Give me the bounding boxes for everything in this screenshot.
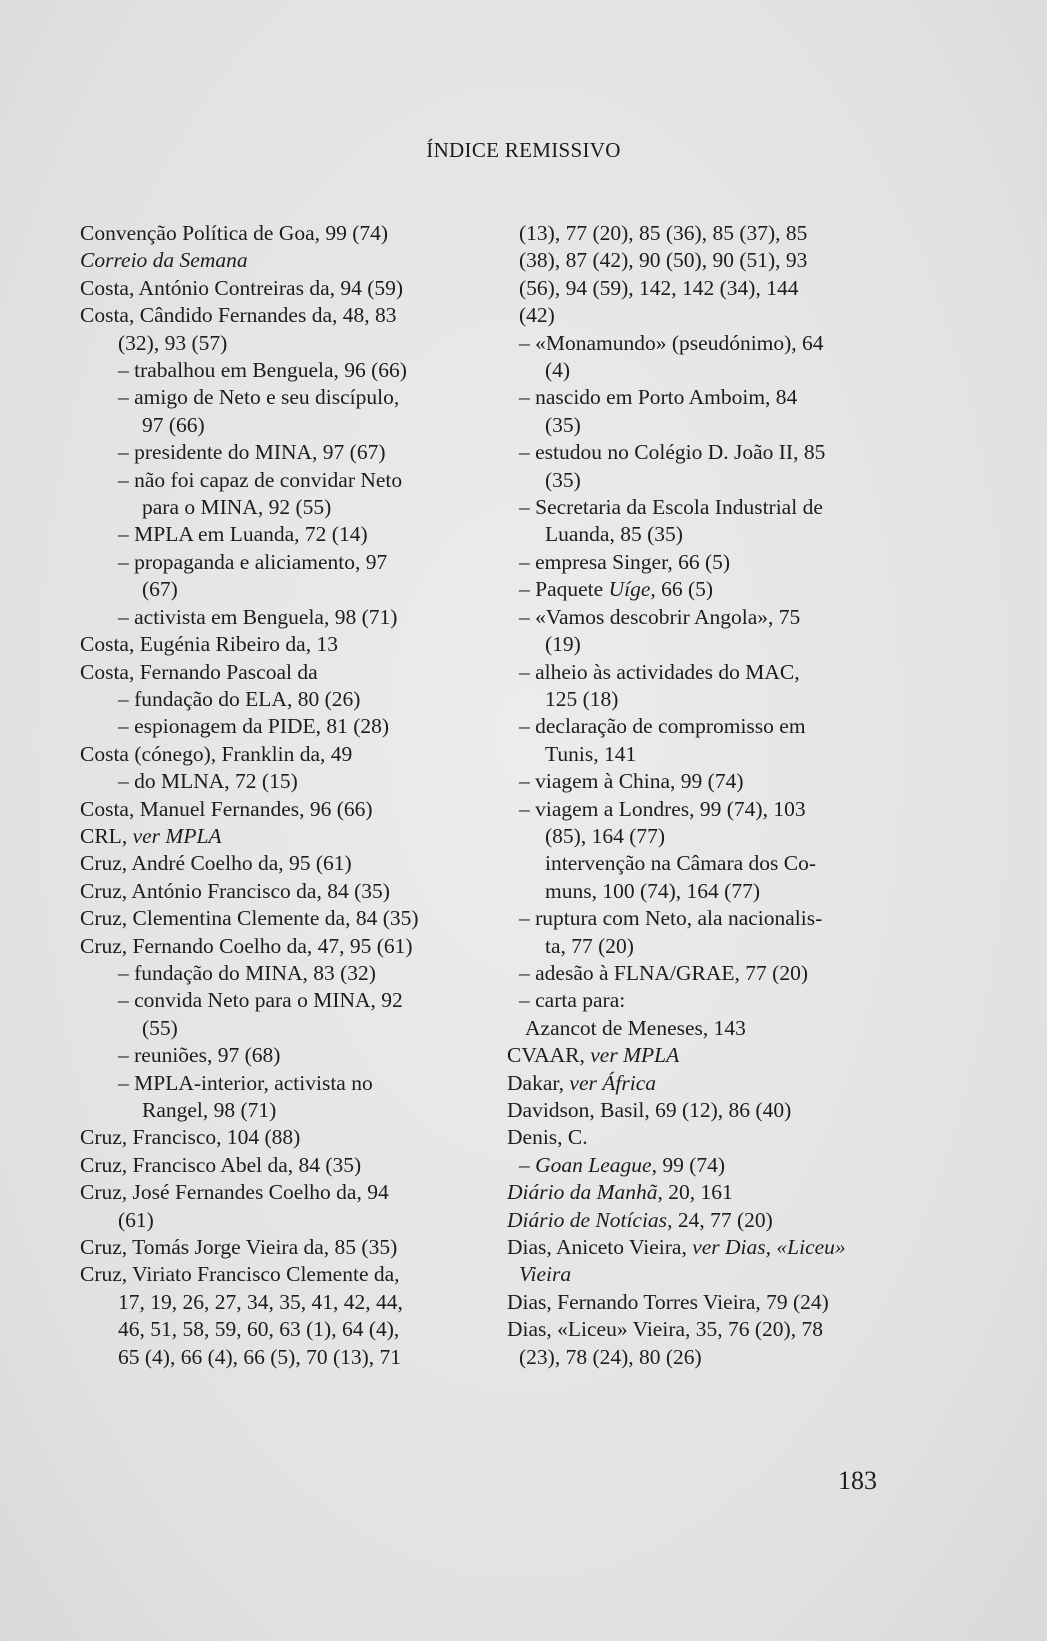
index-entry: – MPLA-interior, activista no xyxy=(118,1070,373,1095)
index-entry: Dias, Fernando Torres Vieira, 79 (24) xyxy=(507,1289,829,1314)
index-entry: Rangel, 98 (71) xyxy=(142,1098,277,1122)
index-entry: (35) xyxy=(545,467,581,492)
index-entry: – MPLA em Luanda, 72 (14) xyxy=(118,522,368,547)
index-entry: Convenção Política de Goa, 99 (74) xyxy=(80,221,389,245)
index-entry: (55) xyxy=(142,1015,178,1040)
index-entry: – presidente do MINA, 97 (67) xyxy=(118,440,386,465)
index-entry: – não foi capaz de convidar Neto xyxy=(118,467,403,492)
index-entry: Dias, «Liceu» Vieira, 35, 76 (20), 78 xyxy=(507,1317,823,1342)
index-entry: – convida Neto para o MINA, 92 xyxy=(118,988,403,1013)
index-entry: (23), 78 (24), 80 (26) xyxy=(519,1344,702,1369)
index-entry: Azancot de Meneses, 143 xyxy=(525,1015,746,1040)
index-entry: Cruz, Francisco Abel da, 84 (35) xyxy=(80,1152,362,1177)
index-entry: Diário da Manhã, 20, 161 xyxy=(507,1180,733,1205)
index-entry: – amigo de Neto e seu discípulo, xyxy=(118,385,400,410)
index-entry: Luanda, 85 (35) xyxy=(545,522,683,547)
index-entry: – Goan League, 99 (74) xyxy=(519,1152,726,1177)
index-entry: Cruz, Clementina Clemente da, 84 (35) xyxy=(80,906,419,931)
index-entry: – ruptura com Neto, ala nacionalis- xyxy=(519,906,823,931)
index-entry: Cruz, Fernando Coelho da, 47, 95 (61) xyxy=(80,933,413,958)
index-entry: Denis, C. xyxy=(507,1125,588,1150)
index-entry: – reuniões, 97 (68) xyxy=(118,1043,281,1068)
index-entry: – espionagem da PIDE, 81 (28) xyxy=(118,714,390,739)
index-entry: (61) xyxy=(118,1207,154,1232)
index-entry: CRL, ver MPLA xyxy=(80,823,222,848)
index-entry: 46, 51, 58, 59, 60, 63 (1), 64 (4), xyxy=(118,1317,400,1342)
index-entry: (32), 93 (57) xyxy=(118,330,228,355)
index-entry: Davidson, Basil, 69 (12), 86 (40) xyxy=(507,1098,792,1122)
index-entry: ta, 77 (20) xyxy=(545,933,634,958)
index-entry: intervenção na Câmara dos Co- xyxy=(545,851,817,876)
index-entry: Costa, António Contreiras da, 94 (59) xyxy=(80,275,404,300)
index-entry: – estudou no Colégio D. João II, 85 xyxy=(519,440,826,465)
index-entry: – carta para: xyxy=(519,988,626,1013)
index-column-left xyxy=(80,220,458,1371)
index-entry: Costa (cónego), Franklin da, 49 xyxy=(80,741,353,766)
index-entry: – viagem a Londres, 99 (74), 103 xyxy=(519,796,806,821)
index-entry: Cruz, Viriato Francisco Clemente da, xyxy=(80,1262,400,1287)
index-entry: (35) xyxy=(545,412,581,437)
index-entry: – propaganda e aliciamento, 97 xyxy=(118,549,388,574)
index-entry: (38), 87 (42), 90 (50), 90 (51), 93 xyxy=(519,248,808,273)
index-entry: para o MINA, 92 (55) xyxy=(142,495,332,520)
index-entry: CVAAR, ver MPLA xyxy=(507,1043,680,1068)
page-number: 183 xyxy=(838,1466,877,1495)
page-title: ÍNDICE REMISSIVO xyxy=(426,138,621,162)
index-entry: 97 (66) xyxy=(142,412,205,437)
index-entry: Dakar, ver África xyxy=(507,1070,656,1095)
index-entry: – fundação do ELA, 80 (26) xyxy=(118,686,361,711)
index-column-right xyxy=(507,220,879,1371)
index-entry: Costa, Manuel Fernandes, 96 (66) xyxy=(80,796,373,821)
index-entry: (19) xyxy=(545,632,581,657)
index-entry: – alheio às actividades do MAC, xyxy=(519,659,800,684)
index-entry: Tunis, 141 xyxy=(545,741,637,766)
index-entry: – «Monamundo» (pseudónimo), 64 xyxy=(519,330,824,355)
index-entry: – activista em Benguela, 98 (71) xyxy=(118,604,398,629)
index-entry: Cruz, António Francisco da, 84 (35) xyxy=(80,878,390,903)
index-entry: (56), 94 (59), 142, 142 (34), 144 xyxy=(519,275,799,300)
index-entry: 17, 19, 26, 27, 34, 35, 41, 42, 44, xyxy=(118,1289,403,1314)
index-entry: Cruz, José Fernandes Coelho da, 94 xyxy=(80,1180,389,1205)
index-entry: – nascido em Porto Amboim, 84 xyxy=(519,385,798,410)
index-entry: – empresa Singer, 66 (5) xyxy=(519,549,731,574)
index-entry: (67) xyxy=(142,577,178,602)
index-entry: Costa, Cândido Fernandes da, 48, 83 xyxy=(80,303,397,328)
index-entry: Correio da Semana xyxy=(80,248,248,273)
index-entry: Vieira xyxy=(519,1262,572,1287)
index-entry: – Paquete Uíge, 66 (5) xyxy=(519,577,714,602)
index-entry: – trabalhou em Benguela, 96 (66) xyxy=(118,358,407,383)
index-entry: – adesão à FLNA/GRAE, 77 (20) xyxy=(519,960,809,985)
index-entry: Dias, Aniceto Vieira, ver Dias, «Liceu» xyxy=(507,1235,846,1260)
index-entry: 125 (18) xyxy=(545,686,619,711)
index-entry: Cruz, Francisco, 104 (88) xyxy=(80,1125,301,1150)
index-entry: (42) xyxy=(519,303,555,328)
index-entry: Cruz, André Coelho da, 95 (61) xyxy=(80,851,352,876)
index-entry: 65 (4), 66 (4), 66 (5), 70 (13), 71 xyxy=(118,1344,402,1369)
index-entry: – do MLNA, 72 (15) xyxy=(118,769,298,794)
index-entry: Costa, Eugénia Ribeiro da, 13 xyxy=(80,632,338,657)
index-entry: Diário de Notícias, 24, 77 (20) xyxy=(507,1207,773,1232)
index-entry: (13), 77 (20), 85 (36), 85 (37), 85 xyxy=(519,221,808,245)
index-entry: – viagem à China, 99 (74) xyxy=(519,769,744,794)
index-entry: – Secretaria da Escola Industrial de xyxy=(519,495,823,520)
index-entry: (4) xyxy=(545,358,571,383)
index-entry: Cruz, Tomás Jorge Vieira da, 85 (35) xyxy=(80,1235,398,1260)
index-entry: (85), 164 (77) xyxy=(545,823,666,848)
index-entry: – fundação do MINA, 83 (32) xyxy=(118,960,376,985)
index-entry: muns, 100 (74), 164 (77) xyxy=(545,878,760,903)
index-entry: Costa, Fernando Pascoal da xyxy=(80,659,318,684)
index-entry: – «Vamos descobrir Angola», 75 xyxy=(519,604,801,629)
index-entry: – declaração de compromisso em xyxy=(519,714,806,739)
